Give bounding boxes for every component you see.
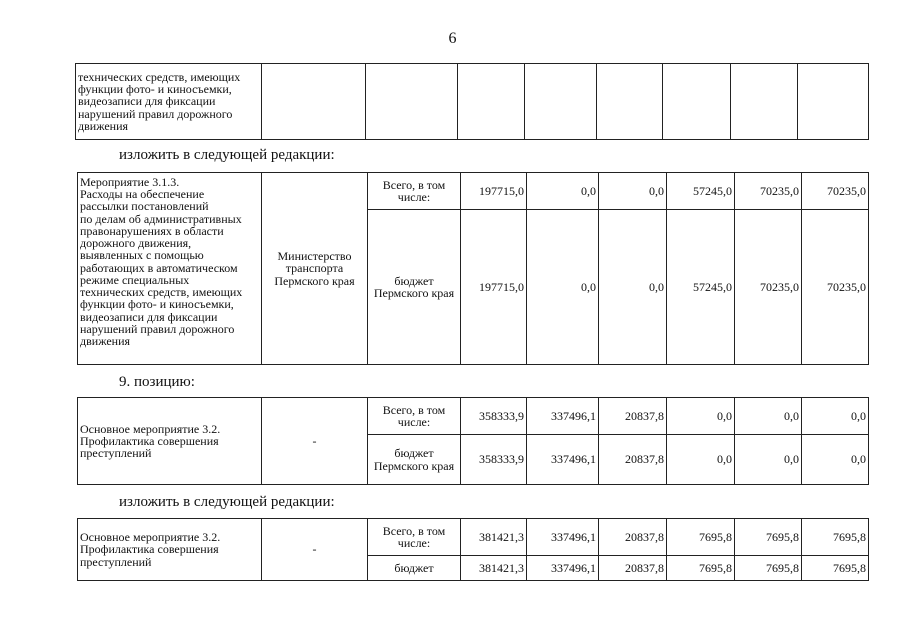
executor-cell: - — [262, 519, 368, 581]
page-number: 6 — [448, 30, 457, 47]
desc-line: нарушений правил дорожного — [80, 321, 235, 336]
value-cell: 0,0 — [667, 398, 735, 435]
empty-cell — [731, 64, 798, 140]
desc-line: движения — [80, 334, 131, 349]
value-cell: 0,0 — [802, 435, 869, 485]
measure-description-cell — [78, 398, 262, 485]
table-measure-3-1-3 — [77, 172, 869, 365]
value-cell: 337496,1 — [527, 556, 599, 581]
value-cell: 337496,1 — [527, 519, 599, 556]
value-cell: 0,0 — [667, 435, 735, 485]
funding-source-cell: бюджет — [368, 556, 461, 581]
value-cell: 7695,8 — [802, 556, 869, 581]
desc-line: выявленных с помощью — [80, 248, 204, 263]
value-cell: 70235,0 — [802, 173, 869, 210]
value-cell: 70235,0 — [735, 173, 802, 210]
funding-source-cell: Всего, в том числе: — [368, 519, 461, 556]
value-cell: 20837,8 — [599, 556, 667, 581]
desc-line: работающих в автоматическом — [80, 260, 238, 275]
table-main-measure-3-2-new — [77, 518, 869, 581]
value-cell: 20837,8 — [599, 398, 667, 435]
value-cell: 0,0 — [599, 173, 667, 210]
desc-line: Профилактика совершения — [80, 542, 219, 557]
desc-line: Расходы на обеспечение — [80, 187, 205, 202]
value-cell: 7695,8 — [667, 519, 735, 556]
desc-line: функции фото- и киносъемки, — [78, 82, 232, 97]
table-main-measure-3-2-old — [77, 397, 869, 485]
desc-line: дорожного движения, — [80, 236, 192, 251]
value-cell: 0,0 — [527, 210, 599, 365]
value-cell: 337496,1 — [527, 398, 599, 435]
value-cell: 0,0 — [527, 173, 599, 210]
desc-line: преступлений — [80, 446, 152, 461]
value-cell: 70235,0 — [735, 210, 802, 365]
empty-cell — [663, 64, 731, 140]
empty-cell — [798, 64, 869, 140]
value-cell: 197715,0 — [461, 173, 527, 210]
executor-cell: Министерство транспорта Пермского края — [262, 173, 368, 365]
value-cell: 57245,0 — [667, 210, 735, 365]
value-cell: 70235,0 — [802, 210, 869, 365]
empty-cell — [366, 64, 458, 140]
executor-cell: - — [262, 398, 368, 485]
measure-description-cell — [76, 64, 262, 140]
desc-line: Основное мероприятие 3.2. — [80, 421, 221, 436]
funding-source-cell: бюджет Пермского края — [368, 210, 461, 365]
value-cell: 358333,9 — [461, 398, 527, 435]
paragraph-instruction: изложить в следующей редакции: — [119, 494, 335, 510]
desc-line: технических средств, имеющих — [78, 69, 241, 84]
desc-line: правонарушениях в области — [80, 223, 224, 238]
value-cell: 381421,3 — [461, 519, 527, 556]
paragraph-instruction: изложить в следующей редакции: — [119, 147, 335, 163]
value-cell: 381421,3 — [461, 556, 527, 581]
desc-line: функции фото- и киносъемки, — [80, 297, 234, 312]
funding-source-cell: Всего, в том числе: — [368, 398, 461, 435]
funding-source-cell: бюджет Пермского края — [368, 435, 461, 485]
value-cell: 0,0 — [802, 398, 869, 435]
desc-line: преступлений — [80, 554, 152, 569]
value-cell: 358333,9 — [461, 435, 527, 485]
desc-line: движения — [78, 118, 129, 133]
value-cell: 337496,1 — [527, 435, 599, 485]
desc-line: Профилактика совершения — [80, 433, 219, 448]
value-cell: 20837,8 — [599, 435, 667, 485]
value-cell: 7695,8 — [802, 519, 869, 556]
empty-cell — [525, 64, 597, 140]
empty-cell — [597, 64, 663, 140]
desc-line: Мероприятие 3.1.3. — [80, 175, 180, 189]
desc-line: технических средств, имеющих — [80, 285, 243, 300]
value-cell: 0,0 — [735, 435, 802, 485]
empty-cell — [262, 64, 366, 140]
paragraph-position: 9. позицию: — [119, 374, 195, 390]
value-cell: 57245,0 — [667, 173, 735, 210]
value-cell: 7695,8 — [735, 519, 802, 556]
value-cell: 20837,8 — [599, 519, 667, 556]
value-cell: 0,0 — [735, 398, 802, 435]
empty-cell — [458, 64, 525, 140]
measure-description-cell — [78, 173, 262, 365]
funding-source-cell: Всего, в том числе: — [368, 173, 461, 210]
desc-line: по делам об административных — [80, 211, 242, 226]
value-cell: 197715,0 — [461, 210, 527, 365]
desc-line: видеозаписи для фиксации — [78, 94, 216, 109]
desc-line: Основное мероприятие 3.2. — [80, 530, 221, 545]
desc-line: рассылки постановлений — [80, 199, 209, 214]
value-cell: 7695,8 — [667, 556, 735, 581]
value-cell: 7695,8 — [735, 556, 802, 581]
desc-line: режиме специальных — [80, 272, 190, 287]
value-cell: 0,0 — [599, 210, 667, 365]
table-continuation — [75, 63, 869, 140]
desc-line: видеозаписи для фиксации — [80, 309, 218, 324]
measure-description-cell — [78, 519, 262, 581]
desc-line: нарушений правил дорожного — [78, 106, 233, 121]
